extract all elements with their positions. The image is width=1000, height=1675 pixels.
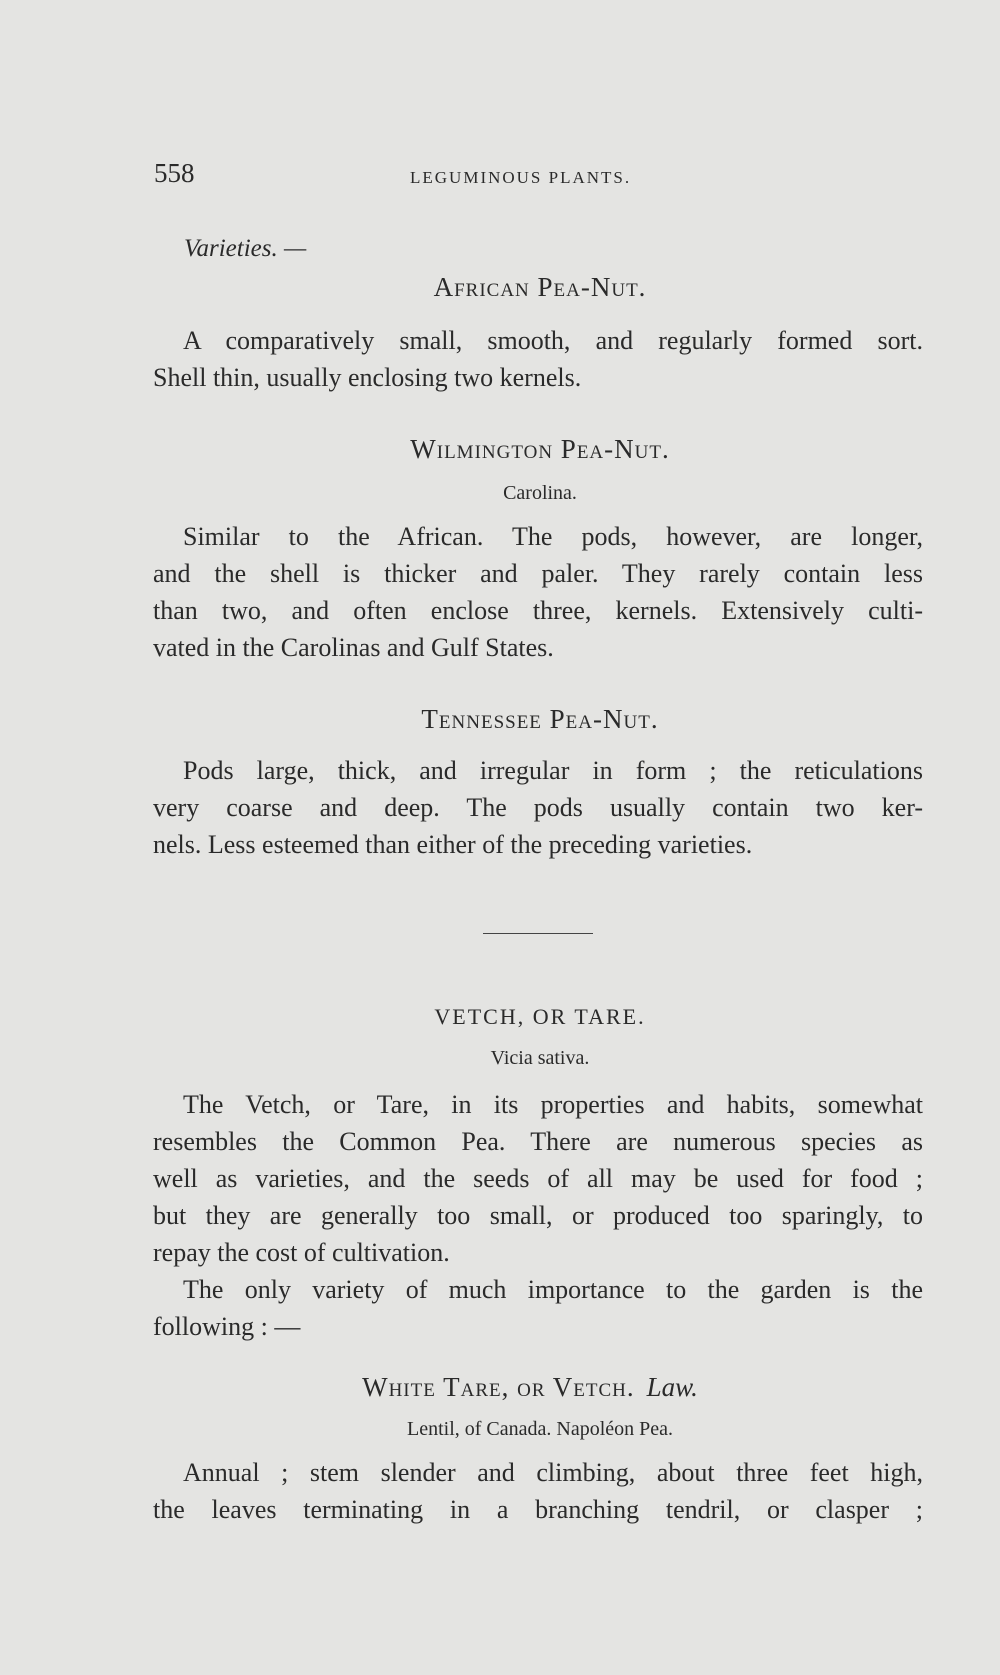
white-tare-paragraph	[153, 1454, 923, 1528]
running-title: LEGUMINOUS PLANTS.	[410, 168, 632, 187]
text-line: Shell thin, usually enclosing two kernels.	[153, 363, 582, 392]
text-line: very coarse and deep. The pods usually contain two ker-	[153, 793, 923, 822]
vetch-heading: VETCH, OR TARE.	[434, 1004, 646, 1029]
african-heading: African Pea-Nut.	[433, 272, 647, 302]
text-line: nels. Less esteemed than either of the preceding varieties.	[153, 830, 753, 859]
tennessee-paragraph	[153, 752, 923, 863]
text-line: well as varieties, and the seeds of all may be used for food ;	[153, 1164, 923, 1193]
page-number: 558	[154, 158, 195, 188]
vetch-paragraph	[153, 1086, 923, 1345]
white-tare-title: White Tare, or Vetch.	[362, 1372, 635, 1402]
text-line: A comparatively small, smooth, and regularly formed sort.	[183, 326, 923, 355]
wilmington-paragraph	[153, 518, 923, 666]
text-line: The only variety of much importance to the garden is the	[183, 1275, 923, 1304]
text-line: The Vetch, or Tare, in its properties and habits, somewhat	[183, 1090, 923, 1119]
text-line: and the shell is thicker and paler. They rarely contain less	[153, 559, 923, 588]
vetch-latin-name: Vicia sativa.	[490, 1047, 590, 1069]
text-line: following : —	[153, 1312, 301, 1341]
wilmington-synonym: Carolina.	[503, 482, 577, 504]
african-paragraph	[153, 322, 923, 396]
text-line: vated in the Carolinas and Gulf States.	[153, 633, 554, 662]
tennessee-heading: Tennessee Pea-Nut.	[421, 704, 659, 734]
section-divider	[483, 933, 593, 934]
text-line: Annual ; stem slender and climbing, about three feet high,	[183, 1458, 923, 1487]
white-tare-heading	[30, 1372, 1000, 1403]
wilmington-heading: Wilmington Pea-Nut.	[410, 434, 670, 464]
white-tare-author: Law.	[646, 1372, 698, 1402]
text-line: resembles the Common Pea. There are numerous species as	[153, 1127, 923, 1156]
text-line: than two, and often enclose three, kernels. Extensively culti-	[153, 596, 923, 625]
text-line: the leaves terminating in a branching tendril, or clasper ;	[153, 1495, 923, 1524]
white-tare-synonyms: Lentil, of Canada. Napoléon Pea.	[406, 1418, 674, 1440]
text-line: but they are generally too small, or produced too sparingly, to	[153, 1201, 923, 1230]
text-line: Similar to the African. The pods, however, are longer,	[183, 522, 923, 551]
text-line: repay the cost of cultivation.	[153, 1238, 450, 1267]
varieties-label: Varieties. —	[184, 235, 307, 262]
text-line: Pods large, thick, and irregular in form ; the reticulations	[183, 756, 923, 785]
